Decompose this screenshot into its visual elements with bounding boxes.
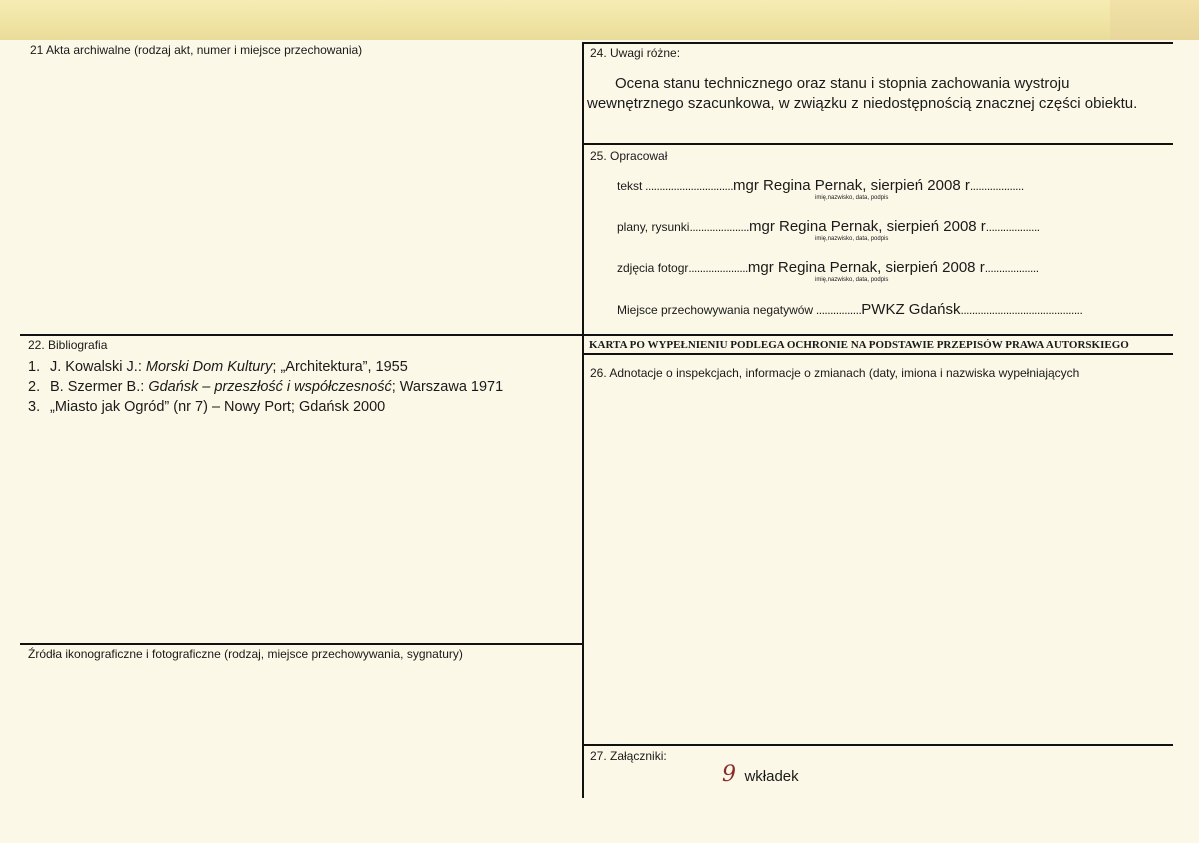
section-27-label: 27. Załączniki: [590,749,667,763]
author-sublabel-text: imię,nazwisko, data, podpis [815,195,889,201]
yellow-tape-edge [1110,0,1199,40]
rule-22 [20,334,583,336]
negatives-row: Miejsce przechowywania negatywów ................PWKZ Gdańsk........................................... [617,301,1083,318]
author-row-plans: plany, rysunki.....................mgr Regina Pernak, sierpień 2008 r................... [617,218,1040,235]
rule-26 [583,353,1173,355]
section-26-label: 26. Adnotacje o inspekcjach, informacje o zmianach (daty, imiona i nazwiska wypełniających [590,366,1080,380]
author-row-text: tekst ...............................mgr Regina Pernak, sierpień 2008 r................... [617,177,1024,194]
author-row-photos: zdjęcia fotogr.....................mgr Regina Pernak, sierpień 2008 r................... [617,259,1039,276]
rule-27 [583,744,1173,746]
copyright-notice: KARTA PO WYPEŁNIENIU PODLEGA OCHRONIE NA PODSTAWIE PRZEPISÓW PRAWA AUTORSKIEGO [589,339,1129,351]
section-21-label: 21 Akta archiwalne (rodzaj akt, numer i miejsce przechowania) [30,43,363,57]
sources-label: Źródła ikonograficzne i fotograficzne (rodzaj, miejsce przechowywania, sygnatury) [28,647,463,661]
rule-25 [583,143,1173,145]
section-22-label: 22. Bibliografia [28,338,108,352]
center-divider [582,42,584,798]
top-right-rule [583,42,1173,44]
list-item: 3. „Miasto jak Ogród” (nr 7) – Nowy Port; Gdańsk 2000 [28,399,386,415]
author-sublabel-plans: imię,nazwisko, data, podpis [815,236,889,242]
remarks-line-1: Ocena stanu technicznego oraz stanu i stopnia zachowania wystroju [615,75,1070,92]
handwritten-count: 9 [722,762,736,787]
list-item: 1. J. Kowalski J.: Morski Dom Kultury; „Architektura”, 1955 [28,359,408,375]
bibliography-list [28,357,503,417]
attachments-text: wkładek [744,768,799,785]
attachments-entry [722,762,799,787]
list-item: 2. B. Szermer B.: Gdańsk – przeszłość i współczesność; Warszawa 1971 [28,379,504,395]
yellow-tape-strip [0,0,1199,40]
rule-copyright [583,334,1173,336]
remarks-line-2: wewnętrznego szacunkowa, w związku z niedostępnością znacznej części obiektu. [587,95,1138,112]
section-24-label: 24. Uwagi różne: [590,46,681,60]
rule-sources [20,643,583,645]
author-sublabel-photos: imię,nazwisko, data, podpis [815,277,889,283]
section-25-label: 25. Opracował [590,149,668,163]
